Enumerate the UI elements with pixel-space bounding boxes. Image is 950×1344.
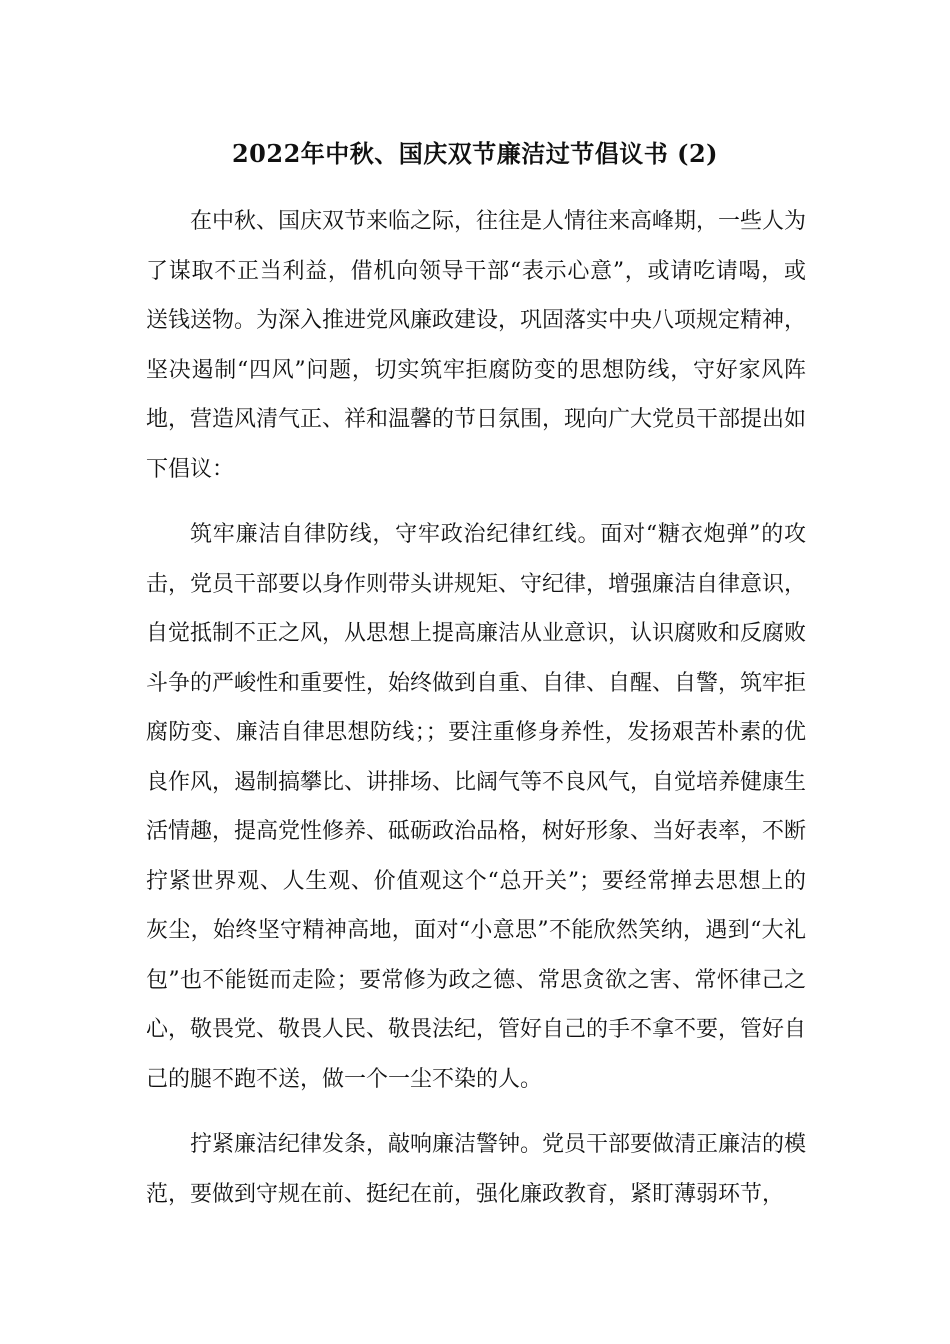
paragraph-discipline: 拧紧廉洁纪律发条，敲响廉洁警钟。党员干部要做清正廉洁的模范，要做到守规在前、挺纪在前，强化廉政教育，紧盯薄弱环节， <box>146 1132 807 1207</box>
document-title: 2022年中秋、国庆双节廉洁过节倡议书 (2) <box>231 139 719 168</box>
paragraph-intro: 在中秋、国庆双节来临之际，往往是人情往来高峰期，一些人为了谋取不正当利益，借机向领导干部“表示心意”，或请吃请喝，或送钱送物。为深入推进党风廉政建设，巩固落实中央八项规定精神，坚决遏制“四风”问题，切实筑牢拒腐防变的思想防线，守好家风阵地，营造风清气正、祥和温馨的节日氛围，现向广大党员干部提出如下倡议： <box>146 209 807 482</box>
document-body <box>146 197 806 1219</box>
paragraph-self-discipline: 筑牢廉洁自律防线，守牢政治纪律红线。面对“糖衣炮弹”的攻击，党员干部要以身作则带头讲规矩、守纪律，增强廉洁自律意识，自觉抵制不正之风，从思想上提高廉洁从业意识，认识腐败和反腐败斗争的严峻性和重要性，始终做到自重、自律、自醒、自警，筑牢拒腐防变、廉洁自律思想防线；；要注重修身养性，发扬艰苦朴素的优良作风，遏制搞攀比、讲排场、比阔气等不良风气，自觉培养健康生活情趣，提高党性修养、砥砺政治品格，树好形象、当好表率，不断拧紧世界观、人生观、价值观这个“总开关”；要经常掸去思想上的灰尘，始终坚守精神高地，面对“小意思”不能欣然笑纳，遇到“大礼包”也不能铤而走险；要常修为政之德、常思贪欲之害、常怀律己之心，敬畏党、敬畏人民、敬畏法纪，管好自己的手不拿不要，管好自己的腿不跑不送，做一个一尘不染的人。 <box>146 522 807 1092</box>
